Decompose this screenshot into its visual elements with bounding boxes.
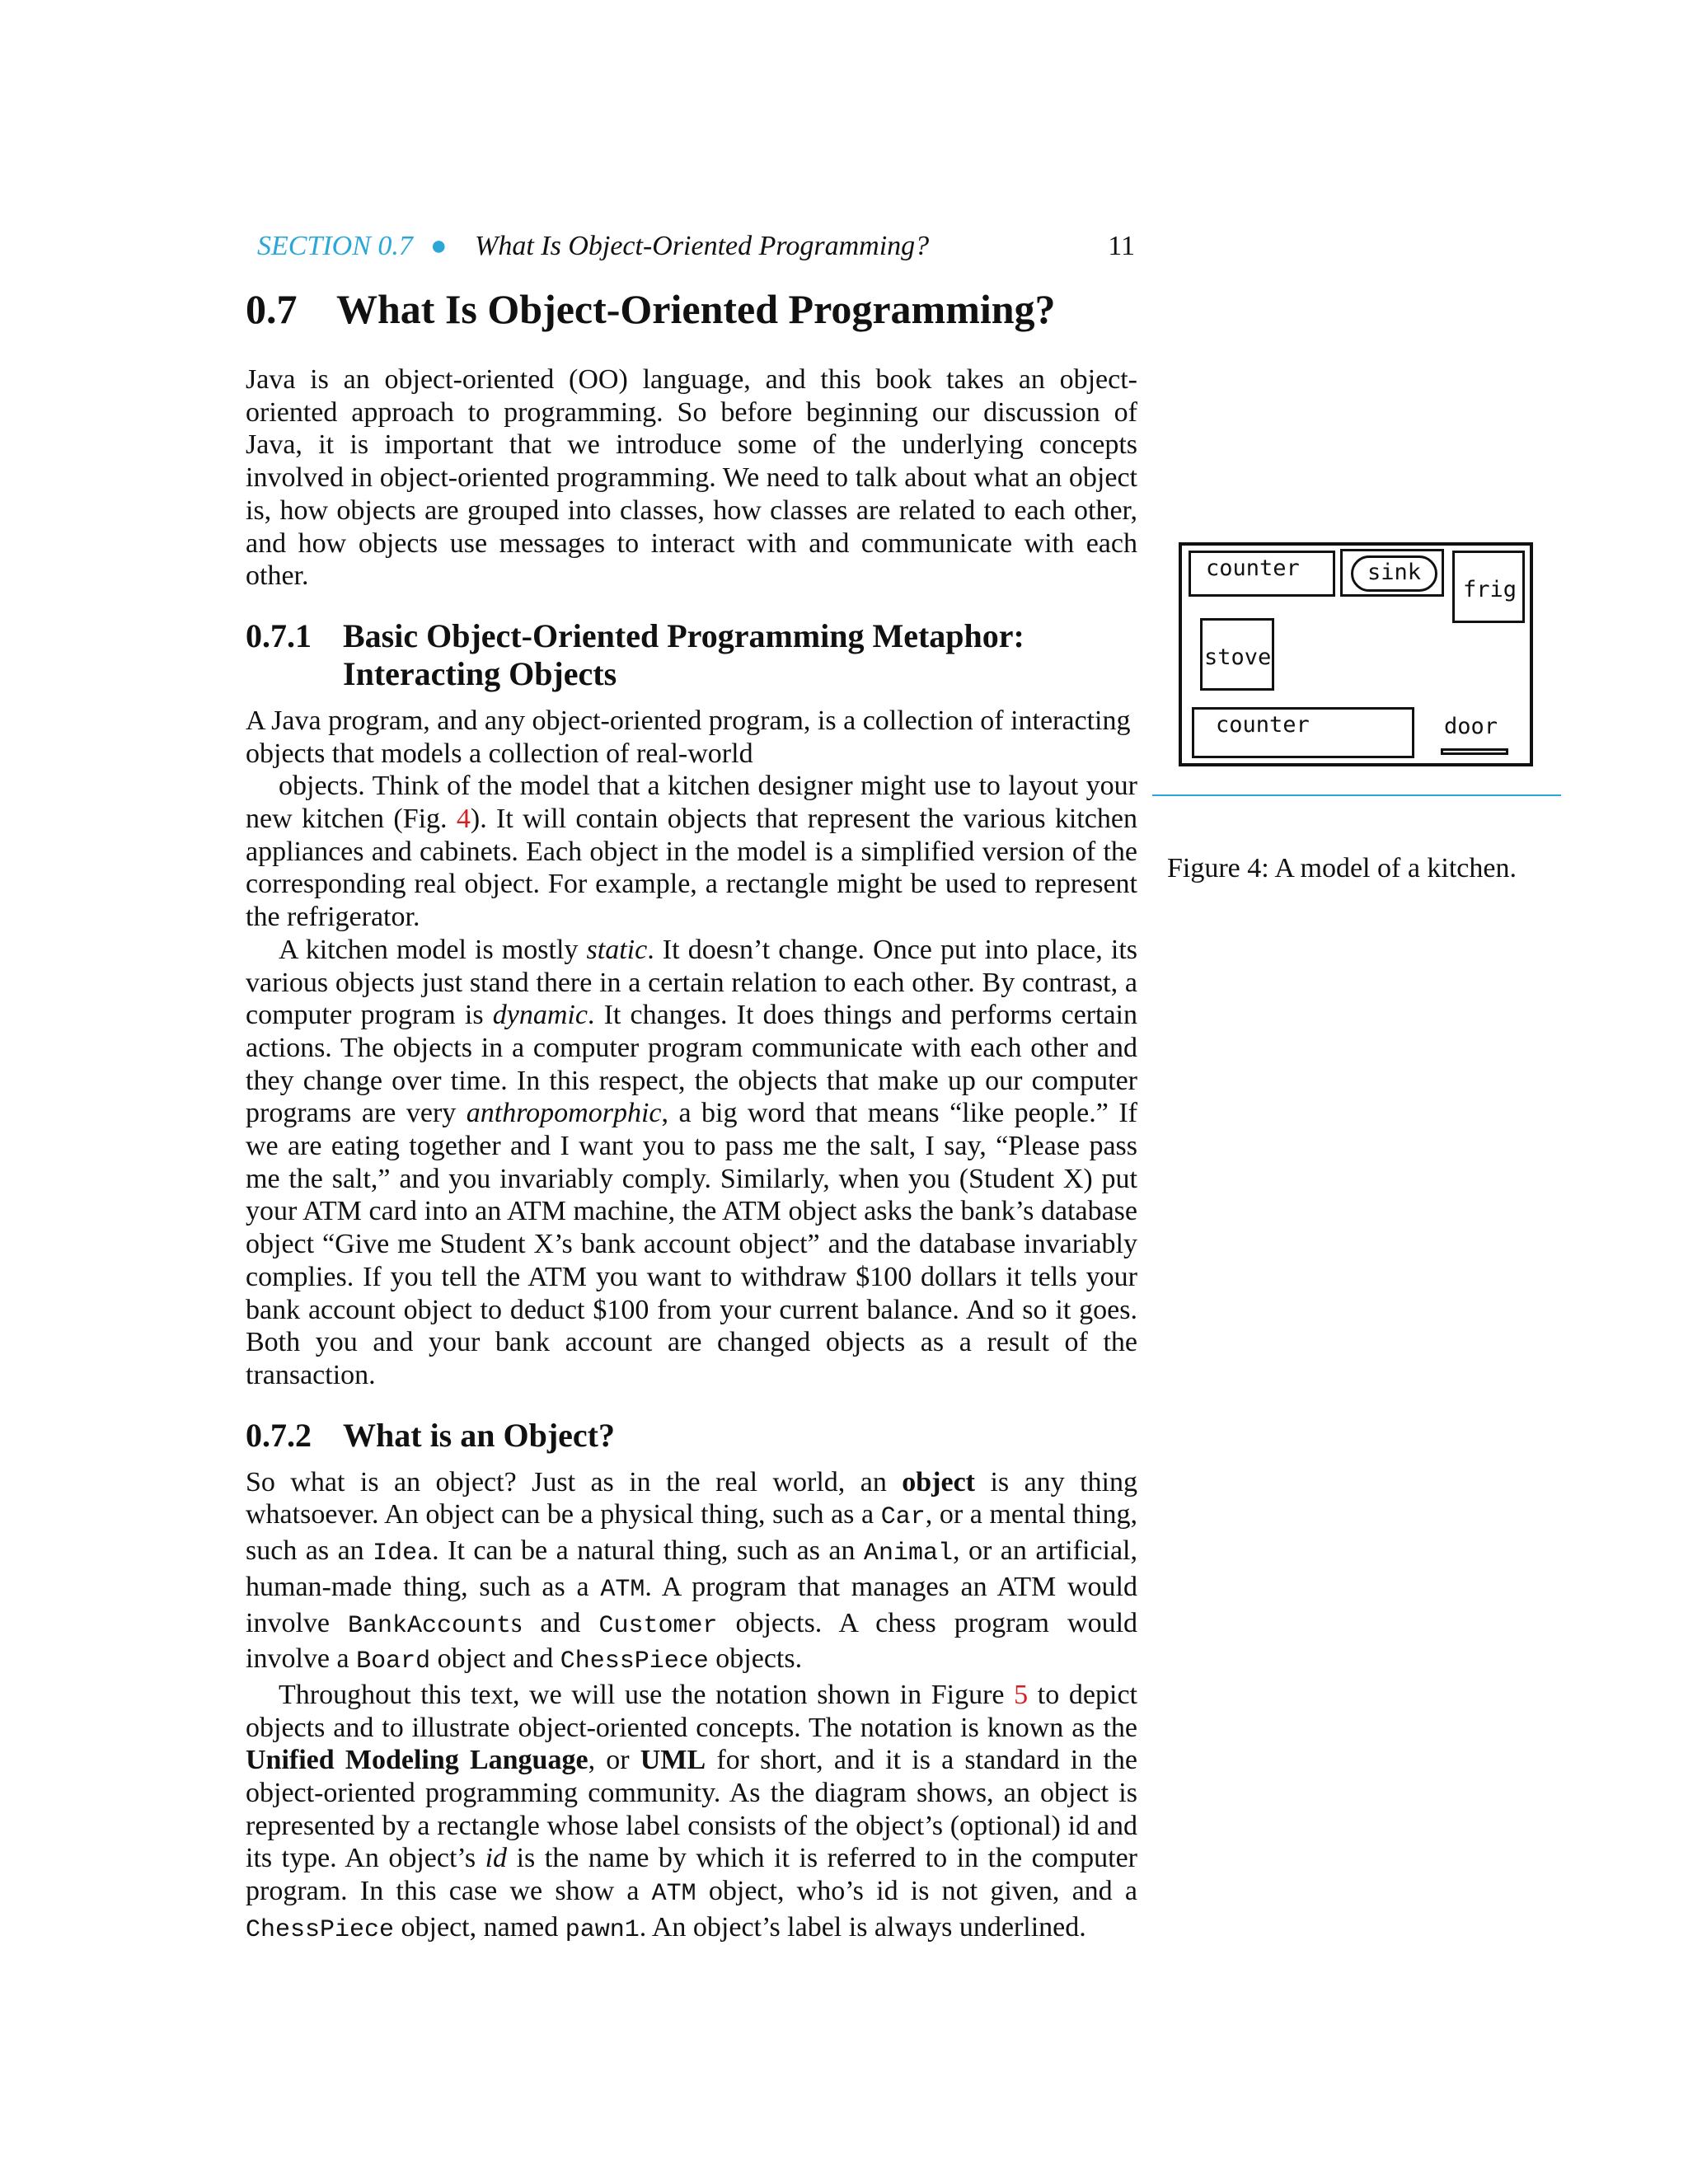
code-bankaccount: BankAccount — [348, 1611, 512, 1640]
text-run: for short, and it is a standard in the object-oriented programming community. As the diagram shows, an object is represented by a rectangle whose label consists of the object’s (optional) id and its type. An object’s — [246, 1745, 1137, 1874]
figure-4-link[interactable]: 4 — [456, 804, 471, 835]
text-run: objects. Think of the model that a kitchen designer might use to layout your new kitchen (Fig. — [246, 771, 1137, 835]
subsection-number-2: 0.7.2 — [246, 1416, 312, 1454]
header-title: What Is Object-Oriented Programming? — [475, 231, 930, 261]
text-run: to depict objects and to illustrate object-oriented concepts. The notation is known as the — [246, 1679, 1137, 1743]
emphasis-dynamic: dynamic — [492, 1000, 588, 1031]
subsection-title-1: Basic Object-Oriented Programming Metaphor: Interacting Objects — [343, 616, 1025, 692]
subsection-number-1: 0.7.1 — [246, 616, 312, 654]
code-atm: ATM — [600, 1575, 645, 1604]
text-run: object, named — [394, 1911, 565, 1943]
section-heading — [246, 284, 1137, 334]
text-run: ). It will contain objects that represent the various kitchen appliances and cabinets. Each object in the model is a simplified version of the corresponding real object. For example, a rectangle might be used to represent the refrigerator. — [246, 804, 1137, 933]
text-run: is any thing whatsoever. An object can be a physical thing, such as a — [246, 1466, 1137, 1530]
figure-divider-rule — [1152, 794, 1561, 796]
intro-paragraph: Java is an object-oriented (OO) language, and this book takes an object-oriented approach to programming. So before beginning our discussion of Java, it is important that we introduce some of the underlying concepts involved in object-oriented programming. We need to talk about what an object is, how objects are grouped into classes, how classes are related to each other, and how objects use messages to interact with and communicate with each other. — [246, 364, 1137, 592]
code-chesspiece: ChessPiece — [560, 1647, 709, 1676]
text-run: . It doesn’t change. Once put into place, its various objects just stand there in a certain relation to each other. By contrast, a computer program is — [246, 934, 1138, 1031]
figure-caption: Figure 4: A model of a kitchen. — [1167, 853, 1517, 883]
emphasis-anthropomorphic: anthropomorphic — [466, 1098, 662, 1129]
running-header — [257, 231, 1135, 267]
text-run: . An object’s label is always underlined. — [639, 1911, 1086, 1943]
paragraph-uml-notation — [246, 1679, 1137, 1947]
sink-label: sink — [1367, 560, 1422, 585]
code-customer: Customer — [598, 1611, 718, 1640]
subsection-heading-1 — [246, 617, 1137, 693]
code-board: Board — [356, 1647, 431, 1676]
counter-bottom-label: counter — [1216, 712, 1310, 738]
code-chesspiece-2: ChessPiece — [246, 1915, 395, 1944]
code-pawn1: pawn1 — [565, 1915, 640, 1944]
text-run: , or a mental thing, such as an — [246, 1499, 1138, 1567]
sink-box — [1340, 549, 1444, 597]
counter-top-label: counter — [1206, 555, 1300, 581]
emphasis-id: id — [485, 1843, 508, 1874]
paragraph-continuation — [246, 770, 1137, 934]
door-label: door — [1444, 714, 1498, 739]
text-run: object and — [430, 1643, 560, 1675]
text-run: . It changes. It does things and performs certain actions. The objects in a computer program communicate with each other and they change over time. In this respect, the objects that make up our computer programs are very — [246, 1000, 1137, 1129]
code-car: Car — [880, 1503, 926, 1532]
stove-label: stove — [1204, 644, 1272, 670]
text-run: So what is an object? Just as in the real world, an — [246, 1466, 903, 1497]
text-run: . It can be a natural thing, such as an — [432, 1535, 864, 1567]
section-title: What Is Object-Oriented Programming? — [336, 286, 1056, 332]
text-run: objects. A chess program would involve a — [246, 1607, 1138, 1675]
stove-box — [1200, 618, 1274, 691]
main-text-column — [246, 284, 1137, 1947]
paragraph-what-is-object — [246, 1466, 1137, 1679]
kitchen-model-figure — [1179, 542, 1533, 766]
emphasis-static: static — [586, 934, 648, 965]
figure-5-link[interactable]: 5 — [1014, 1679, 1029, 1710]
code-animal: Animal — [864, 1540, 954, 1568]
subsection-heading-2 — [246, 1417, 1137, 1455]
section-number: 0.7 — [246, 286, 298, 332]
term-uml: UML — [640, 1745, 706, 1776]
paragraph-first-line: A Java program, and any object-oriented program, is a collection of interacting objects that models a collection of real-world — [246, 705, 1131, 769]
paragraph-interacting-objects — [246, 705, 1137, 934]
header-section-label: SECTION 0.7 — [257, 231, 413, 261]
text-run: . A program that manages an ATM would involve — [246, 1571, 1137, 1638]
code-idea: Idea — [373, 1540, 433, 1568]
counter-top-box — [1189, 551, 1335, 597]
subsection-title-2: What is an Object? — [343, 1416, 615, 1454]
paragraph-kitchen-model — [246, 934, 1137, 1392]
text-run: s and — [511, 1607, 599, 1638]
term-uml-full: Unified Modeling Language — [246, 1745, 588, 1776]
text-run: , or an artificial, human-made thing, such as a — [246, 1535, 1137, 1602]
door-shape — [1441, 748, 1508, 755]
frig-label: frig — [1463, 577, 1517, 602]
text-run: is the name by which it is referred to in the computer program. In this case we show a — [246, 1843, 1137, 1907]
text-run: Throughout this text, we will use the notation shown in Figure — [279, 1679, 1015, 1710]
counter-bottom-box — [1192, 707, 1414, 758]
page-number: 11 — [1108, 231, 1135, 261]
code-atm-2: ATM — [651, 1880, 696, 1909]
term-object: object — [902, 1466, 976, 1497]
text-run: , a big word that means “like people.” If we are eating together and I want you to pass me the salt, I say, “Please pass me the salt,” and you invariably comply. Similarly, when you (Student X) put your ATM card into an ATM machine, the ATM object asks the bank’s database object “Give me Student X’s bank account object” and the database invariably complies. If you tell the ATM you want to withdraw $100 dollars it tells your bank account object to deduct $100 from your current balance. And so it goes. Both you and your bank account are changed objects as a result of the transaction. — [246, 1098, 1137, 1390]
text-run: , or — [588, 1745, 640, 1776]
text-run: objects. — [708, 1643, 803, 1675]
frig-box — [1452, 551, 1525, 623]
header-bullet: ● — [430, 231, 448, 261]
sink-basin — [1351, 555, 1437, 592]
text-run: A kitchen model is mostly — [279, 934, 587, 965]
text-run: object, who’s id is not given, and a — [696, 1876, 1137, 1907]
